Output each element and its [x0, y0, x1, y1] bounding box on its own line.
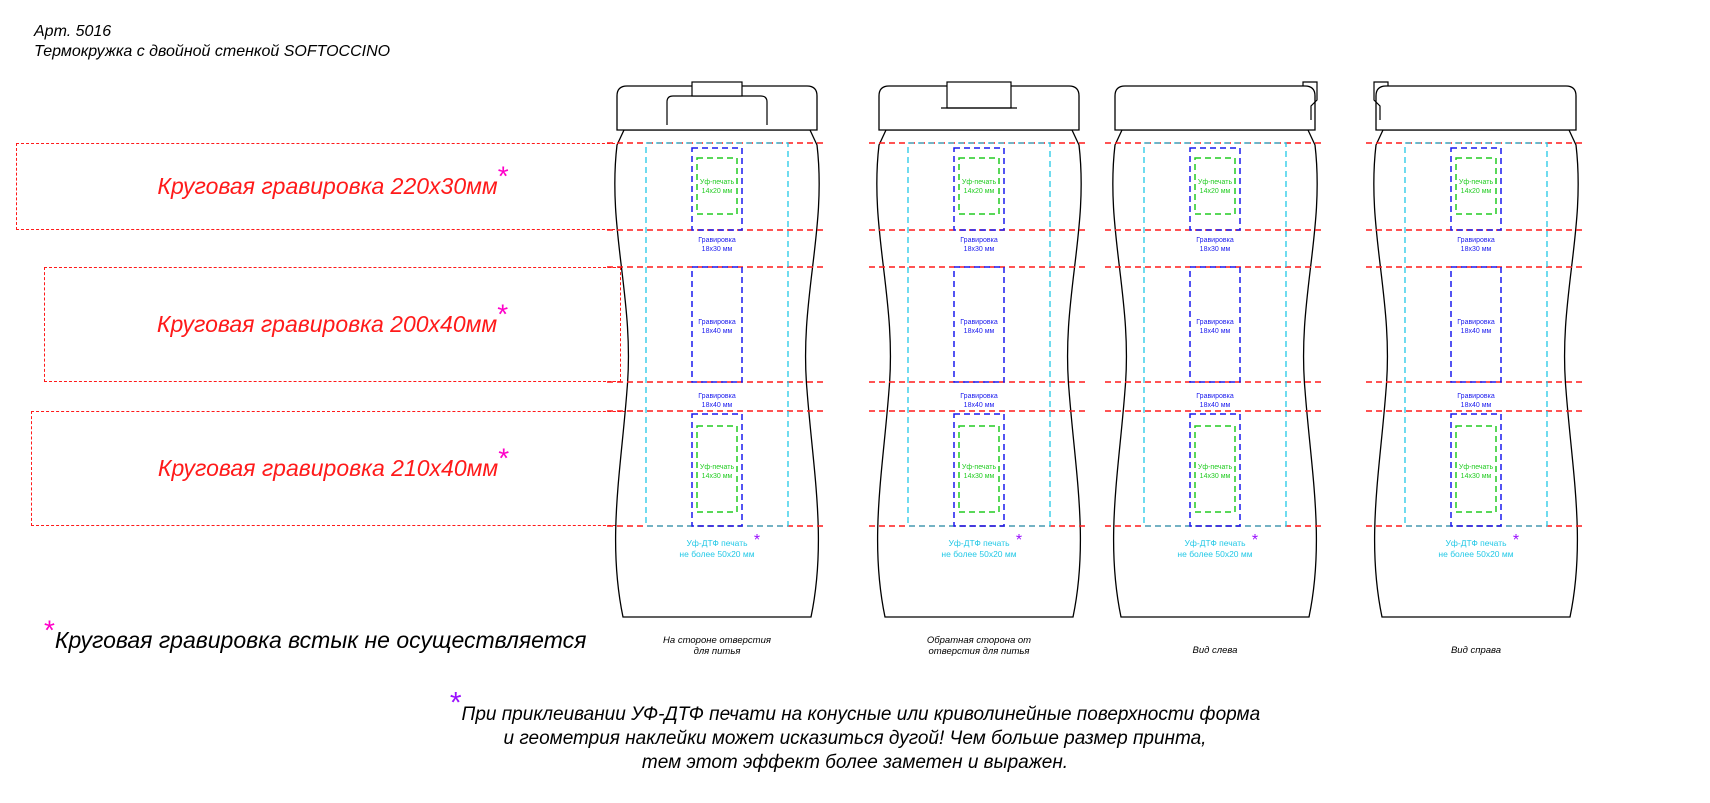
- cup-view-2: [869, 82, 1089, 657]
- uv-print-size: 14х30 мм: [1460, 473, 1492, 480]
- cup-view-4: [1366, 82, 1586, 656]
- uv-print-label: Уф-печать: [1197, 179, 1233, 186]
- view-caption: отверстия для питья: [928, 646, 1030, 657]
- engraving-label: Гравировка: [960, 319, 998, 326]
- asterisk-icon: *: [753, 532, 761, 549]
- asterisk-icon: *: [44, 614, 55, 646]
- view-caption: Обратная сторона от: [926, 635, 1032, 646]
- asterisk-icon: *: [497, 298, 509, 330]
- asterisk-icon: *: [498, 442, 510, 474]
- uv-print-label: Уф-печать: [699, 179, 735, 186]
- lid-tab: [692, 82, 742, 96]
- uvdtf-label: Уф-ДТФ печать: [1445, 538, 1507, 548]
- engraving-band-label: Круговая гравировка 210х40мм*: [157, 442, 510, 481]
- uvdtf-label: Уф-ДТФ печать: [1184, 538, 1246, 548]
- uv-note-line: тем этот эффект более заметен и выражен.: [641, 752, 1069, 773]
- cup-view-3: [1105, 82, 1325, 656]
- uv-dtf-note: [0, 686, 1710, 775]
- asterisk-icon: *: [1512, 532, 1520, 549]
- view-caption: Вид справа: [1450, 645, 1502, 656]
- engraving-label: Гравировка: [698, 237, 736, 244]
- asterisk-icon: *: [449, 686, 462, 720]
- asterisk-icon: *: [497, 160, 509, 192]
- article-number: Арт. 5016: [34, 23, 112, 40]
- uv-print-label: Уф-печать: [1197, 464, 1233, 471]
- engraving-label: Гравировка: [1196, 237, 1234, 244]
- engraving-size: 18х40 мм: [1460, 328, 1492, 335]
- engraving-label: Гравировка: [1457, 237, 1495, 244]
- engraving-size: 18х40 мм: [1460, 402, 1492, 409]
- uv-print-label: Уф-печать: [1458, 179, 1494, 186]
- uv-note-line: и геометрия наклейки может исказиться дугой! Чем больше размер принта,: [503, 728, 1207, 749]
- uv-note-line: При приклеивании УФ-ДТФ печати на конусные или криволинейные поверхности форма: [461, 704, 1261, 725]
- view-caption: На стороне отверстия: [663, 635, 771, 646]
- engraving-size: 18х40 мм: [701, 328, 733, 335]
- uvdtf-size: не более 50х20 мм: [679, 549, 755, 559]
- engraving-size: 18х30 мм: [1460, 246, 1492, 253]
- engraving-size: 18х40 мм: [1199, 328, 1231, 335]
- engraving-band-label: Круговая гравировка 220х30мм*: [157, 160, 509, 199]
- engraving-label: Гравировка: [1457, 393, 1495, 400]
- engraving-label: Гравировка: [960, 237, 998, 244]
- engraving-size: 18х40 мм: [701, 402, 733, 409]
- view-caption: Вид слева: [1192, 645, 1238, 656]
- uvdtf-label: Уф-ДТФ печать: [948, 538, 1010, 548]
- asterisk-icon: *: [1015, 532, 1023, 549]
- engraving-size: 18х40 мм: [963, 402, 995, 409]
- engraving-size: 18х30 мм: [1199, 246, 1231, 253]
- engraving-size: 18х30 мм: [701, 246, 733, 253]
- engraving-size: 18х40 мм: [1199, 402, 1231, 409]
- engraving-size: 18х40 мм: [963, 328, 995, 335]
- uv-print-size: 14х30 мм: [1199, 473, 1231, 480]
- engraving-label: Гравировка: [698, 319, 736, 326]
- cup-lid: [1376, 86, 1576, 130]
- uv-print-label: Уф-печать: [961, 464, 997, 471]
- engraving-label: Гравировка: [1196, 319, 1234, 326]
- engraving-label: Гравировка: [1457, 319, 1495, 326]
- uvdtf-size: не более 50х20 мм: [1438, 549, 1514, 559]
- engraving-label: Гравировка: [1196, 393, 1234, 400]
- view-caption: для питья: [693, 646, 741, 657]
- cup-lid: [1115, 86, 1315, 130]
- cup-view-1: [607, 82, 827, 657]
- uv-print-size: 14х20 мм: [701, 188, 733, 195]
- uv-print-size: 14х20 мм: [1199, 188, 1231, 195]
- uvdtf-label: Уф-ДТФ печать: [686, 538, 748, 548]
- engraving-label: Гравировка: [698, 393, 736, 400]
- engraving-band-label: Круговая гравировка 200х40мм*: [156, 298, 509, 337]
- uv-print-size: 14х30 мм: [701, 473, 733, 480]
- asterisk-icon: *: [1251, 532, 1259, 549]
- uv-print-size: 14х20 мм: [1460, 188, 1492, 195]
- uvdtf-size: не более 50х20 мм: [1177, 549, 1253, 559]
- engraving-label: Гравировка: [960, 393, 998, 400]
- uv-print-label: Уф-печать: [699, 464, 735, 471]
- uv-print-label: Уф-печать: [1458, 464, 1494, 471]
- uvdtf-size: не более 50х20 мм: [941, 549, 1017, 559]
- lid-tab: [947, 82, 1011, 108]
- uv-print-size: 14х30 мм: [963, 473, 995, 480]
- uv-print-label: Уф-печать: [961, 179, 997, 186]
- engraving-size: 18х30 мм: [963, 246, 995, 253]
- product-title: Термокружка с двойной стенкой SOFTOCCINO: [34, 43, 391, 60]
- uv-print-size: 14х20 мм: [963, 188, 995, 195]
- circular-engraving-note: *Круговая гравировка встык не осуществляется: [44, 614, 587, 653]
